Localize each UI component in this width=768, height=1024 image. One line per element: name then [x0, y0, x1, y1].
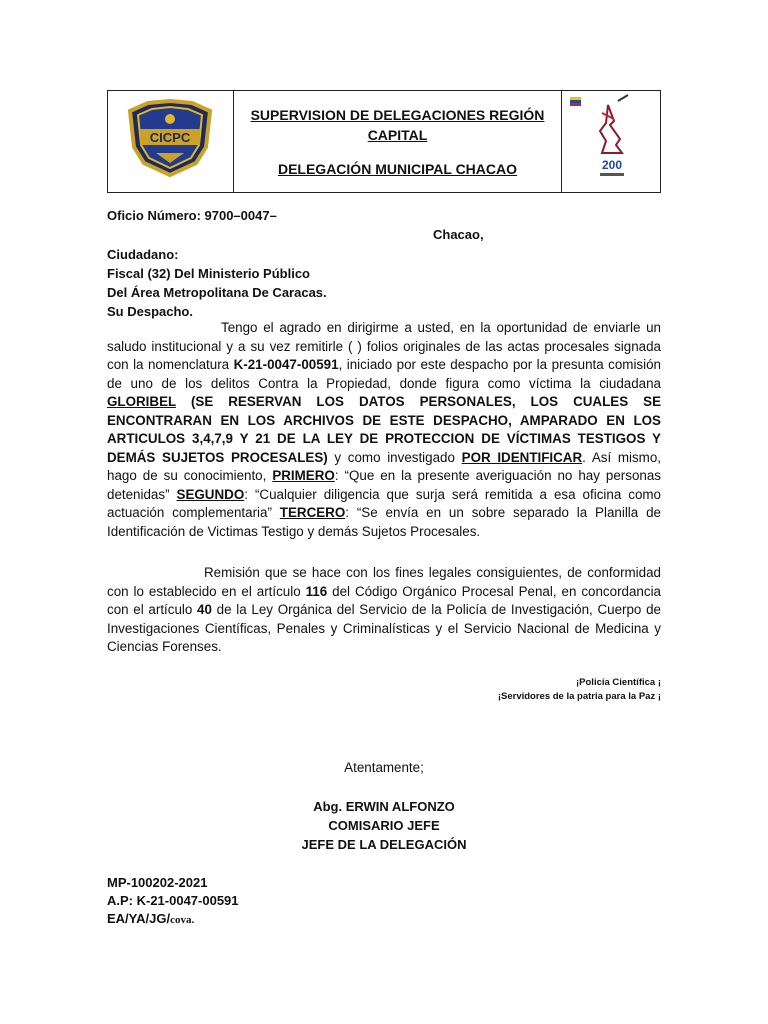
signer-rank: COMISARIO JEFE — [328, 818, 440, 833]
closing: Atentamente; — [344, 760, 424, 775]
article-number: 40 — [197, 602, 212, 617]
recipient-line: Ciudadano: — [107, 247, 179, 262]
bicentennial-logo — [562, 91, 660, 187]
header-title-line2: CAPITAL — [367, 126, 428, 143]
article-number: 116 — [305, 583, 328, 599]
signer-name: Abg. ERWIN ALFONZO — [313, 799, 455, 814]
p1-text: . Así mismo, hago de su conocimiento, — [107, 449, 661, 483]
mp-number: MP-100202-2021 — [107, 875, 208, 890]
typist-initials: cova. — [170, 914, 195, 926]
header-title-cell — [234, 91, 562, 193]
victim-name: GLORIBEL — [107, 394, 176, 409]
p1-text: y como investigado — [327, 449, 462, 465]
segundo-label: SEGUNDO — [176, 486, 245, 502]
paragraph-1 — [107, 319, 661, 541]
header-subtitle: DELEGACIÓN MUNICIPAL CHACAO — [277, 160, 518, 177]
signer-title: JEFE DE LA DELEGACIÓN — [301, 837, 467, 852]
tercero-label: TERCERO — [279, 505, 346, 520]
p2-text: de la Ley Orgánica del Servicio de la Policía de Investigación, Cuerpo de Investigaciones Científicas, Penales y Criminalísticas y el Servicio Nacional de Medicina y Ciencias Forenses. — [107, 602, 661, 654]
primero-label: PRIMERO — [272, 468, 335, 483]
ap-number: A.P: K-21-0047-00591 — [107, 893, 239, 908]
p1-text: : “Se envía en un sobre separado la Planilla de Identificación de Victimas Testigo y demás Sujetos Procesales. — [107, 505, 661, 539]
reserve-notice: (SE RESERVAN LOS DATOS PERSONALES, LOS CUALES SE ENCONTRARAN EN LOS ARCHIVOS DE ESTE DESPACHO, AMPARADO EN LOS ARTICULOS 3,4,7,9 Y 21 DE LA LEY DE PROTECCION DE VÍCTIMAS TESTIGOS Y DEMÁS SUJETOS PROCESALES) — [107, 394, 661, 465]
cicpc-shield-logo — [108, 91, 233, 187]
motto-line-2: ¡Servidores de la patria para la Paz ¡ — [497, 691, 661, 702]
recipient-line: Su Despacho. — [107, 304, 193, 319]
p1-text: , iniciado por este despacho por la presunta comisión de uno de los delitos Contra la Propiedad, donde figura como víctima la ciudadana — [107, 357, 661, 391]
logo-text: CICPC — [149, 130, 191, 145]
place: Chacao, — [433, 227, 484, 242]
header-title-line1: SUPERVISION DE DELEGACIONES REGIÓN — [250, 106, 545, 123]
reference-block — [107, 874, 239, 929]
initials-text: EA/YA/JG/ — [107, 911, 171, 926]
p1-text: Tengo el agrado en dirigirme a usted, en la oportunidad de enviarle un saludo institucional y a su vez remitirle ( ) folios originales de las actas procesales signada con la nomenclatura — [107, 320, 661, 372]
bicentennial-number: 200 — [601, 158, 623, 172]
p2-text: del Código Orgánico Procesal Penal, en concordancia con el artículo — [107, 583, 661, 617]
initials — [107, 910, 239, 929]
p1-text: : “Que en la presente averiguación no hay personas detenidas” — [107, 468, 661, 502]
p2-text: Remisión que se hace con los fines legales consiguientes, de conformidad con lo establecido en el artículo — [107, 565, 661, 599]
signature-block — [0, 797, 768, 854]
paragraph-2 — [107, 564, 661, 657]
case-code: K-21-0047-00591 — [233, 357, 339, 372]
investigated-label: POR IDENTIFICAR — [461, 449, 583, 465]
left-logo-cell — [108, 91, 234, 193]
recipient-block — [107, 245, 327, 321]
p1-text: : “Cualquier diligencia que surja será remitida a esa oficina como actuación complementaria” — [107, 486, 661, 520]
recipient-line: Fiscal (32) Del Ministerio Público — [107, 266, 310, 281]
letterhead-table — [107, 90, 661, 193]
recipient-line: Del Área Metropolitana De Caracas. — [107, 285, 327, 300]
oficio-number: Oficio Número: 9700–0047– — [107, 208, 277, 223]
right-logo-cell — [562, 91, 661, 193]
motto-line-1: ¡Policía Científica ¡ — [576, 677, 661, 688]
